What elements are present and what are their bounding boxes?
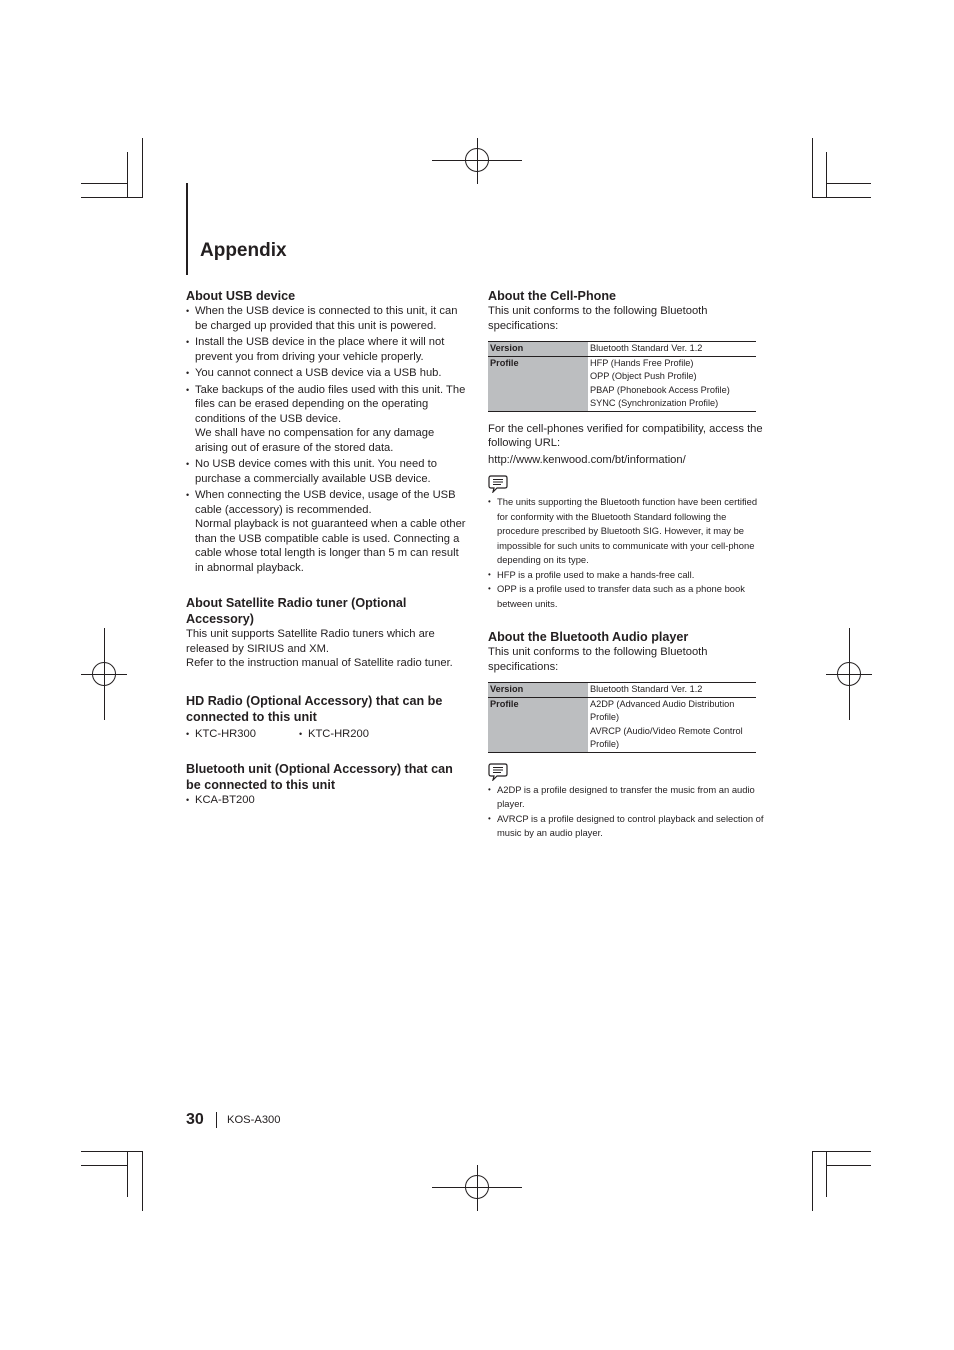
note-item: • HFP is a profile used to make a hands-free call. — [488, 568, 764, 583]
hd-radio-item: • KTC-HR200 — [299, 727, 412, 742]
usb-bullet: • You cannot connect a USB device via a USB hub. — [186, 366, 468, 381]
note-item: • A2DP is a profile designed to transfer the music from an audio player. — [488, 783, 764, 812]
satellite-text: This unit supports Satellite Radio tuners which are released by SIRIUS and XM. Refer to the instruction manual of Satellite radio tuner. — [186, 628, 453, 669]
audio-player-spec-table — [488, 682, 756, 753]
spec-version-label: Version — [488, 683, 588, 698]
hd-radio-list — [186, 727, 468, 744]
bluetooth-unit-heading: Bluetooth unit (Optional Accessory) that can be connected to this unit — [186, 762, 453, 792]
usb-bullet-list — [186, 304, 468, 575]
footer-separator — [216, 1112, 217, 1128]
hd-radio-heading: HD Radio (Optional Accessory) that can be connected to this unit — [186, 693, 443, 724]
spec-row-profile — [488, 356, 756, 411]
note-item: • AVRCP is a profile designed to control playback and selection of music by an audio player. — [488, 812, 764, 841]
usb-bullet: • When the USB device is connected to this unit, it can be charged up provided that this unit is powered. — [186, 304, 468, 333]
left-column — [186, 288, 468, 810]
audio-player-section — [488, 629, 764, 841]
spec-profile-label: Profile — [488, 356, 588, 411]
usb-bullet: • Install the USB device in the place where it will not prevent you from driving your vehicle properly. — [186, 335, 468, 364]
cell-phone-spec-table — [488, 341, 756, 412]
note-item: • OPP is a profile used to transfer data such as a phone book between units. — [488, 582, 764, 611]
spec-profile-item: SYNC (Synchronization Profile) — [590, 398, 719, 408]
cell-phone-notes — [488, 495, 764, 611]
usb-section — [186, 288, 468, 575]
audio-player-notes — [488, 783, 764, 841]
satellite-section — [186, 595, 468, 671]
note-icon — [488, 475, 508, 493]
usb-heading: About USB device — [186, 289, 296, 303]
model-number: KOS-A300 — [227, 1114, 281, 1126]
spec-version-value: Bluetooth Standard Ver. 1.2 — [588, 342, 756, 357]
chapter-title: Appendix — [200, 240, 287, 261]
spec-version-value: Bluetooth Standard Ver. 1.2 — [588, 683, 756, 698]
bluetooth-unit-section — [186, 761, 468, 808]
spec-profile-values — [588, 356, 756, 411]
spec-profile-item: PBAP (Phonebook Access Profile) — [590, 384, 730, 395]
satellite-heading: About Satellite Radio tuner (Optional Accessory) — [186, 596, 407, 626]
hd-radio-item: • KTC-HR300 — [186, 727, 299, 742]
spec-profile-item: AVRCP (Audio/Video Remote Control Profile) — [590, 725, 743, 749]
cell-phone-url[interactable]: http://www.kenwood.com/bt/information/ — [488, 453, 686, 466]
cell-phone-intro: This unit conforms to the following Bluetooth specifications: — [488, 305, 708, 332]
spec-row-version — [488, 342, 756, 357]
note-icon — [488, 763, 508, 781]
spec-version-label: Version — [488, 342, 588, 357]
bluetooth-unit-item: • KCA-BT200 — [186, 793, 468, 808]
note-item: • The units supporting the Bluetooth function have been certified for conformity with the Bluetooth Standard following the procedure prescribed by Bluetooth SIG. However, it may be impossible for such units to communicate with your cell-phone depending on its type. — [488, 495, 764, 568]
chapter-bar — [186, 183, 188, 275]
page-number: 30 — [186, 1111, 204, 1128]
audio-player-heading: About the Bluetooth Audio player — [488, 630, 689, 644]
right-column — [488, 288, 764, 841]
audio-player-intro: This unit conforms to the following Bluetooth specifications: — [488, 646, 708, 673]
spec-profile-label: Profile — [488, 697, 588, 752]
spec-profile-item: A2DP (Advanced Audio Distribution Profile) — [590, 698, 735, 722]
spec-row-version — [488, 683, 756, 698]
spec-profile-item: HFP (Hands Free Profile) — [590, 357, 694, 368]
usb-bullet: • When connecting the USB device, usage of the USB cable (accessory) is recommended. Normal playback is not guaranteed when a cable other than the USB compatible cable is used. Connecting a cable whose total length is longer than 5 m can result in abnormal playback. — [186, 488, 468, 575]
spec-row-profile — [488, 697, 756, 752]
hd-radio-section — [186, 693, 468, 744]
cell-phone-section — [488, 288, 764, 611]
bluetooth-unit-list — [186, 793, 468, 808]
usb-bullet: • Take backups of the audio files used with this unit. The files can be erased depending on the operating conditions of the USB device. We shall have no compensation for any damage arising out of erasure of the stored data. — [186, 383, 468, 456]
cell-phone-access-text: For the cell-phones verified for compatibility, access the following URL: — [488, 422, 763, 449]
usb-bullet: • No USB device comes with this unit. You need to purchase a commercially available USB device. — [186, 457, 468, 486]
spec-profile-values — [588, 697, 756, 752]
cell-phone-heading: About the Cell-Phone — [488, 289, 617, 303]
spec-profile-item: OPP (Object Push Profile) — [590, 371, 697, 381]
